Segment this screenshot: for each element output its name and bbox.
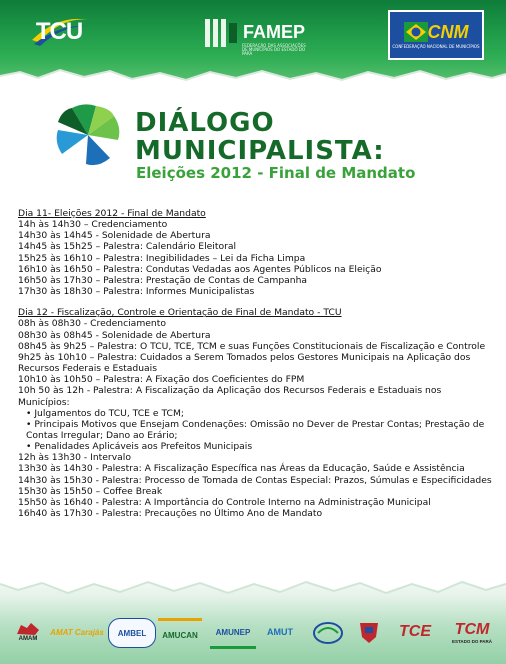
bullet-text: Julgamentos do TCU, TCE e TCM;: [34, 407, 184, 419]
tcu-logo: [24, 10, 94, 54]
cnm-logo: [388, 10, 484, 60]
brazil-flag-icon: [404, 22, 428, 42]
bullet-item: • Principais Motivos que Ensejam Condenações: Omissão no Dever de Prestar Contas; Prestação de Contas Irregular; Dano ao Erário;: [26, 418, 485, 441]
day2-heading: Dia 12 - Fiscalização, Controle e Orientação de Final de Mandato - TCU: [18, 307, 342, 319]
partner-logo-tce: TCE: [399, 623, 431, 640]
partner-logo-amat: AMAT Carajás: [50, 627, 104, 637]
day2-item: 08h45 às 9h25 – Palestra: O TCU, TCE, TCM e suas Funções Constitucionais de Fiscalização e Controle: [18, 340, 486, 352]
partner-logo-ambel: AMBEL: [108, 618, 156, 648]
partner-logo-emblem: [354, 618, 384, 646]
day1-item: 17h30 às 18h30 – Palestra: Informes Municipalistas: [18, 286, 255, 298]
day1-item: 15h25 às 16h10 – Palestra: Inegibilidades – Lei da Ficha Limpa: [18, 252, 306, 264]
day2-item: 15h50 às 16h40 - Palestra: A Importância do Controle Interno na Administração Municipal: [18, 496, 431, 508]
famep-logo: [196, 10, 312, 54]
tcm-subtitle: ESTADO DO PARÁ: [451, 638, 493, 644]
bullet-item: • Julgamentos do TCU, TCE e TCM;: [26, 407, 184, 419]
amam-map-icon: [15, 622, 41, 636]
cnm-subtitle: CONFEDERAÇÃO NACIONAL DE MUNICÍPIOS: [392, 43, 480, 49]
cnm-logo-text: CNM: [427, 21, 469, 42]
bullet-text: Principais Motivos que Ensejam Condenações: Omissão no Dever de Prestar Contas; Prestação de Contas Irregular; Dano ao Erário;: [26, 418, 485, 441]
partner-logo-amut: AMUT: [267, 627, 293, 637]
day2-item: 9h25 às 10h10 – Palestra: Cuidados a Serem Tomados pelos Gestores Municipais na Aplicação dos Recursos Federais e Estaduais: [18, 351, 471, 375]
partner-logo-amunep: AMUNEP: [210, 618, 256, 649]
day1-item: 16h50 às 17h30 – Palestra: Prestação de Contas de Campanha: [18, 274, 308, 286]
shield-emblem-icon: [356, 619, 382, 645]
famep-subtitle: FEDERAÇÃO DAS ASSOCIAÇÕES DE MUNICÍPIOS DO ESTADO DO PARÁ: [242, 43, 306, 56]
day2-item: 10h 50 às 12h - Palestra: A Fiscalização da Aplicação dos Recursos Federais e Estaduais nos Municípios:: [18, 385, 442, 408]
pinwheel-arrows-icon: [52, 102, 124, 168]
partner-logo-amam: AMAM: [8, 618, 48, 646]
title-line-2: MUNICIPALISTA:: [135, 136, 385, 166]
title-line-1: DIÁLOGO: [135, 108, 275, 138]
day1-item: 14h30 às 14h45 - Solenidade de Abertura: [18, 230, 211, 242]
paper-tear-top: [0, 62, 506, 92]
day1-item: 14h45 às 15h25 – Palestra: Calendário Eleitoral: [18, 241, 237, 253]
partner-logo-amucan: AMUCAN: [158, 618, 202, 649]
paper-tear-bottom: [0, 566, 506, 606]
day1-item: 16h10 às 16h50 – Palestra: Condutas Vedadas aos Agentes Públicos na Eleição: [18, 263, 382, 275]
day2-item: 08h30 às 08h45 - Solenidade de Abertura: [18, 329, 211, 341]
day2-item: 08h às 08h30 - Credenciamento: [18, 318, 166, 330]
partner-logo-consorcio: [306, 618, 350, 646]
title-subtitle: Eleições 2012 - Final de Mandato: [136, 164, 416, 182]
famep-logo-text: FAMEP: [242, 21, 305, 42]
bullet-text: Penalidades Aplicáveis aos Prefeitos Municipais: [34, 441, 253, 453]
bullet-item: • Penalidades Aplicáveis aos Prefeitos Municipais: [26, 441, 253, 453]
day2-item: 13h30 às 14h30 - Palestra: A Fiscalização Específica nas Áreas da Educação, Saúde e Assistência: [18, 463, 465, 475]
famep-bars-icon: [203, 13, 241, 51]
partner-logos: [0, 612, 506, 652]
day2-item: 15h30 às 15h50 – Coffee Break: [18, 485, 163, 497]
day1-item: 14h às 14h30 – Credenciamento: [18, 219, 168, 231]
day2-item: 14h30 às 15h30 - Palestra: Processo de Tomada de Contas Especial: Prazos, Súmulas e Especificidades: [18, 474, 492, 486]
partner-logo-tcm: [446, 618, 498, 646]
day2-item: 16h40 às 17h30 - Palestra: Precauções no Último Ano de Mandato: [18, 508, 323, 520]
day2-item: 10h10 às 10h50 – Palestra: A Fixação dos Coeficientes do FPM: [18, 374, 305, 386]
tcm-text: TCM: [454, 620, 490, 638]
bird-emblem-icon: [310, 619, 346, 645]
program-schedule: [18, 208, 494, 519]
day1-heading: Dia 11- Eleições 2012 - Final de Mandato: [18, 208, 206, 219]
day2-item: 12h às 13h30 - Intervalo: [18, 452, 131, 464]
tcu-logo-text: TCU: [35, 18, 83, 45]
